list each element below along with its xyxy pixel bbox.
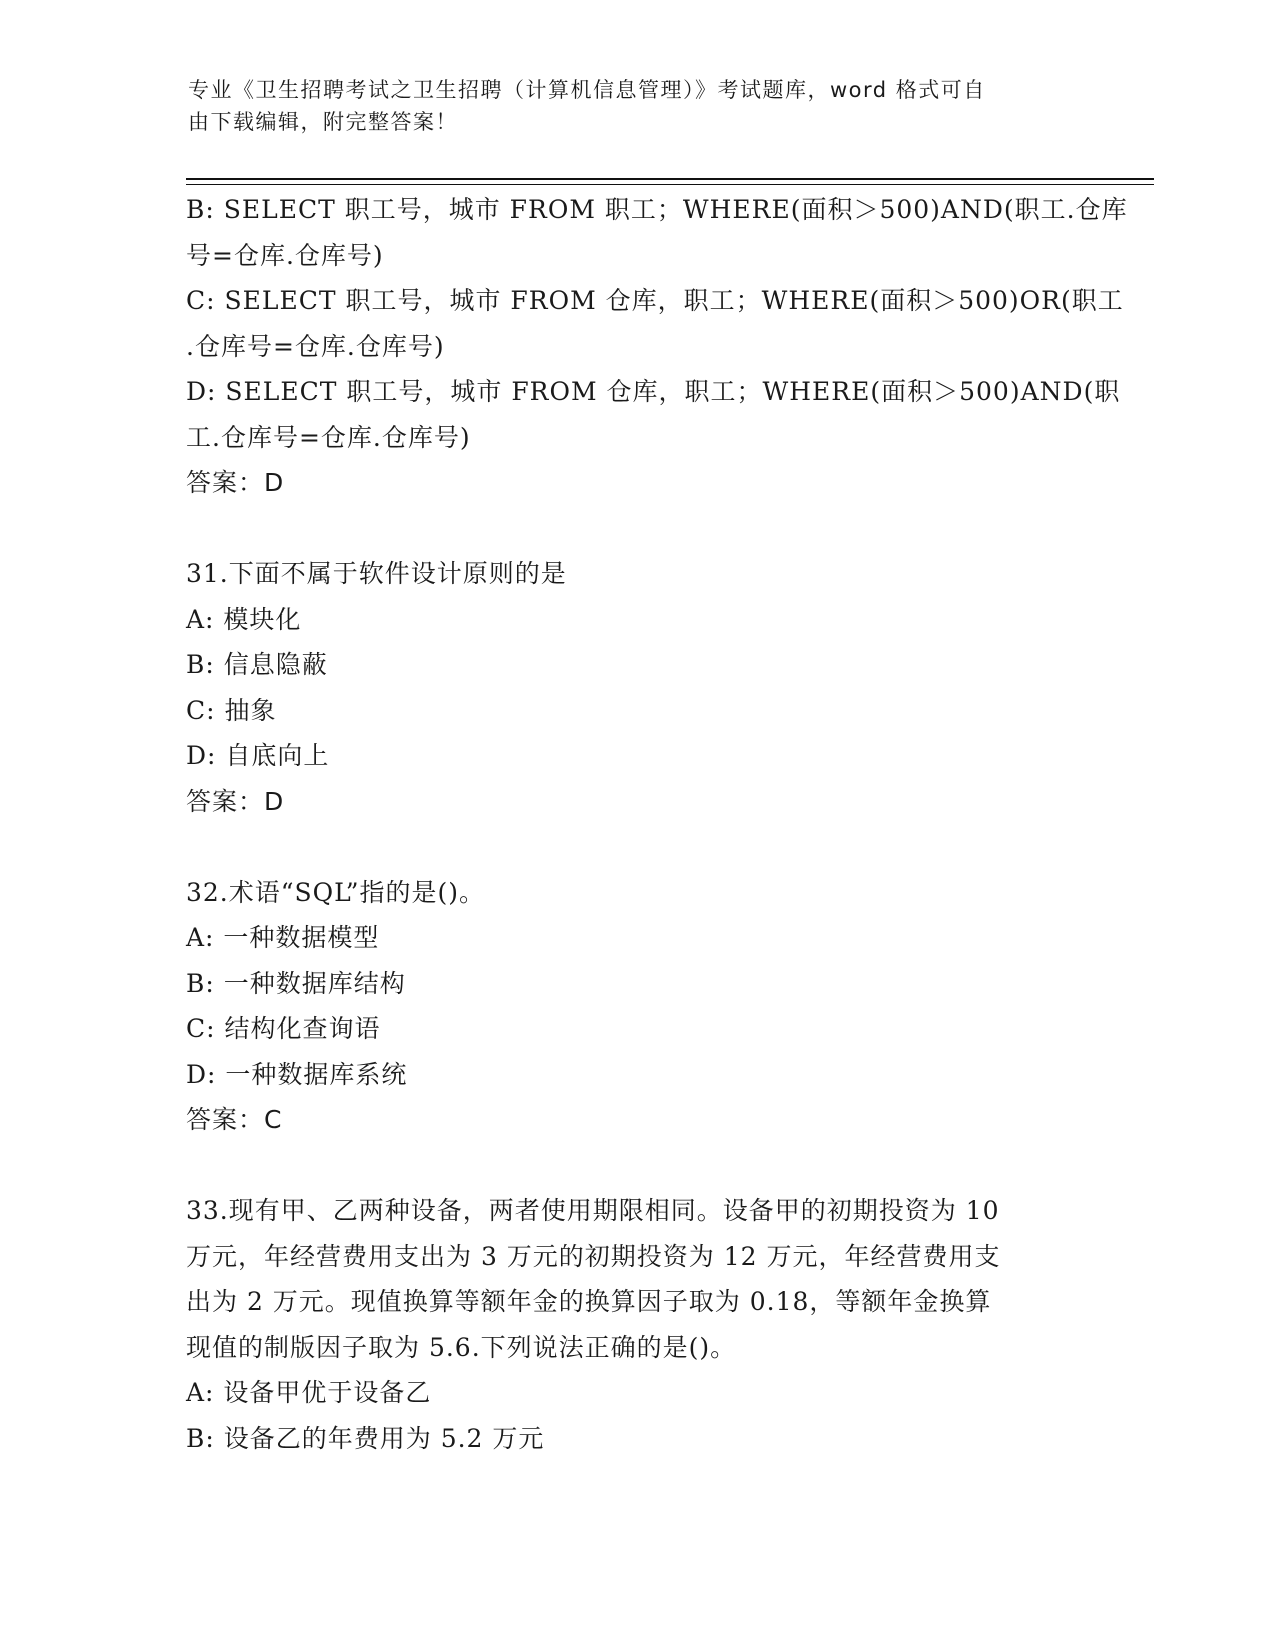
- q31-option-c: C: 抽象: [186, 695, 277, 725]
- header-divider-thick: [186, 178, 1154, 180]
- q31-question: 31.下面不属于软件设计原则的是: [186, 559, 567, 588]
- q32-option-a: A: 一种数据模型: [186, 923, 380, 952]
- q32-option-c: C: 结构化查询语: [186, 1014, 381, 1043]
- q33-option-b: B: 设备乙的年费用为 5.2 万元: [186, 1423, 545, 1453]
- document-body: [186, 187, 1128, 1461]
- q31-option-d: D: 自底向上: [186, 741, 330, 770]
- q31-option-a: A: 模块化: [186, 604, 302, 634]
- q32-question: 32.术语“SQL”指的是()。: [186, 877, 486, 907]
- q33-option-a: A: 设备甲优于设备乙: [186, 1378, 432, 1407]
- q31-option-b: B: 信息隐蔽: [186, 650, 328, 679]
- header-divider-thin: [186, 184, 1154, 185]
- header-line-2: 由下载编辑，附完整答案！: [188, 110, 458, 134]
- q30-option-d-line2: 工.仓库号=仓库.仓库号): [186, 422, 471, 452]
- q33-question-line4: 现值的制版因子取为 5.6.下列说法正确的是()。: [186, 1332, 737, 1362]
- q32-answer: 答案：C: [186, 1105, 283, 1134]
- q33-question-line3: 出为 2 万元。现值换算等额年金的换算因子取为 0.18，等额年金换算: [186, 1287, 992, 1316]
- document-header: [188, 74, 1068, 138]
- q30-option-c-line1: C: SELECT 职工号，城市 FROM 仓库，职工；WHERE(面积＞500)OR(职工: [186, 286, 1124, 315]
- q33-question-line2: 万元，年经营费用支出为 3 万元的初期投资为 12 万元，年经营费用支: [186, 1241, 1001, 1271]
- q30-option-b-line1: B: SELECT 职工号，城市 FROM 职工；WHERE(面积＞500)AND(职工.仓库: [186, 195, 1128, 224]
- q31-answer: 答案：D: [186, 786, 285, 816]
- question-32-block: [186, 870, 1086, 1143]
- q32-option-d: D: 一种数据库系统: [186, 1059, 408, 1089]
- spacer: [186, 1143, 1086, 1189]
- header-line-1: 专业《卫生招聘考试之卫生招聘（计算机信息管理）》考试题库，word 格式可自: [188, 78, 986, 102]
- spacer: [186, 824, 1086, 870]
- q33-question-line1: 33.现有甲、乙两种设备，两者使用期限相同。设备甲的初期投资为 10: [186, 1196, 1000, 1225]
- question-31-block: [186, 551, 1086, 824]
- q32-option-b: B: 一种数据库结构: [186, 968, 406, 998]
- question-33-block: [186, 1188, 1086, 1461]
- q30-option-d-line1: D: SELECT 职工号，城市 FROM 仓库，职工；WHERE(面积＞500)AND(职: [186, 377, 1121, 406]
- q30-option-c-line2: .仓库号=仓库.仓库号): [186, 331, 445, 361]
- q30-answer: 答案：D: [186, 468, 285, 497]
- q30-option-b-line2: 号=仓库.仓库号): [186, 240, 384, 270]
- spacer: [186, 506, 1086, 552]
- question-30-block: [186, 187, 1128, 506]
